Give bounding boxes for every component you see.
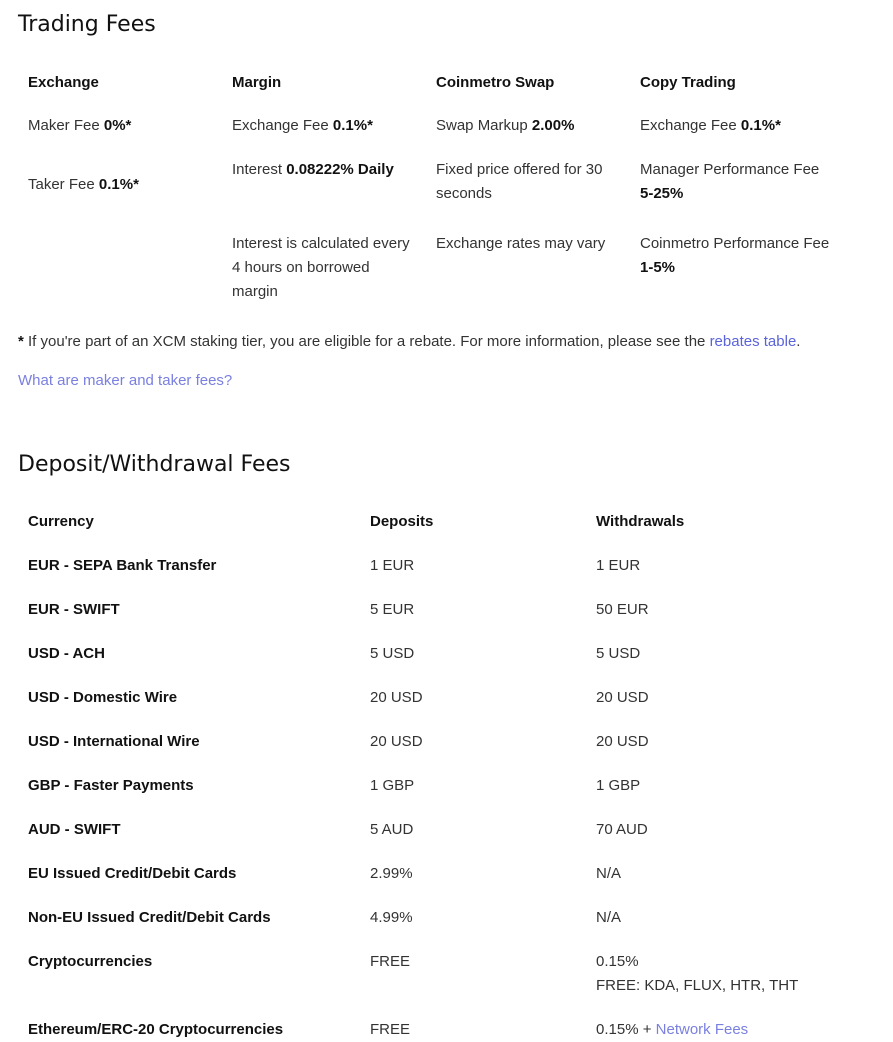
copy-exchange-fee: Exchange Fee 0.1%* [640,117,781,134]
row-deposit: 5 EUR [370,601,415,618]
network-fees-link[interactable]: Network Fees [655,1021,749,1038]
row-currency: EU Issued Credit/Debit Cards [28,865,237,882]
maker-taker-faq-link[interactable]: What are maker and taker fees? [18,372,233,389]
margin-interest-note: Interest is calculated every 4 hours on borrowed margin [232,235,410,300]
trading-fees-title: Trading Fees [18,12,156,37]
row-deposit: 20 USD [370,689,423,706]
row-deposit: 1 EUR [370,557,415,574]
row-deposit: 4.99% [370,909,413,926]
row-withdrawal: 20 USD [596,689,649,706]
swap-markup: Swap Markup 2.00% [436,117,575,134]
row-withdrawal: 5 USD [596,645,641,662]
row-withdrawal: 0.15% [596,953,639,970]
rebates-table-link[interactable]: rebates table [709,333,797,350]
row-withdrawal: 1 GBP [596,777,641,794]
row-currency: USD - ACH [28,645,105,662]
row-currency: AUD - SWIFT [28,821,121,838]
header-withdrawals: Withdrawals [596,513,685,530]
swap-fixed-price: Fixed price offered for 30 seconds [436,161,603,202]
row-deposit: FREE [370,1021,411,1038]
row-withdrawal: N/A [596,865,622,882]
row-deposit: 5 USD [370,645,415,662]
margin-exchange-fee: Exchange Fee 0.1%* [232,117,373,134]
row-currency: GBP - Faster Payments [28,777,194,794]
col-header-copy-trading: Copy Trading [640,74,736,91]
row-deposit: 1 GBP [370,777,415,794]
row-currency: Ethereum/ERC-20 Cryptocurrencies [28,1021,284,1038]
row-currency: Cryptocurrencies [28,953,153,970]
manager-performance-fee: Manager Performance Fee 5-25% [640,161,820,202]
taker-fee: Taker Fee 0.1%* [28,176,139,193]
col-header-exchange: Exchange [28,74,99,91]
swap-rates-note: Exchange rates may vary [436,235,606,252]
row-deposit: 2.99% [370,865,413,882]
row-currency: EUR - SWIFT [28,601,120,618]
row-withdrawal: 0.15% + Network Fees [596,1021,749,1038]
row-deposit: FREE [370,953,411,970]
row-withdrawal-free-list: FREE: KDA, FLUX, HTR, THT [596,977,799,994]
row-withdrawal: 70 AUD [596,821,648,838]
rebate-note: * If you're part of an XCM staking tier, you are eligible for a rebate. For more information, please see the rebates table. [18,333,801,350]
row-currency: Non-EU Issued Credit/Debit Cards [28,909,271,926]
row-withdrawal: 20 USD [596,733,649,750]
row-withdrawal: N/A [596,909,622,926]
row-deposit: 5 AUD [370,821,414,838]
col-header-margin: Margin [232,74,282,91]
row-deposit: 20 USD [370,733,423,750]
coinmetro-performance-fee: Coinmetro Performance Fee 1-5% [640,235,830,276]
row-currency: EUR - SEPA Bank Transfer [28,557,217,574]
margin-interest: Interest 0.08222% Daily [232,161,394,178]
row-withdrawal: 50 EUR [596,601,649,618]
row-currency: USD - Domestic Wire [28,689,178,706]
deposit-withdrawal-title: Deposit/Withdrawal Fees [18,452,291,477]
maker-fee: Maker Fee 0%* [28,117,132,134]
row-currency: USD - International Wire [28,733,200,750]
header-currency: Currency [28,513,94,530]
header-deposits: Deposits [370,513,434,530]
row-withdrawal: 1 EUR [596,557,641,574]
col-header-swap: Coinmetro Swap [436,74,555,91]
